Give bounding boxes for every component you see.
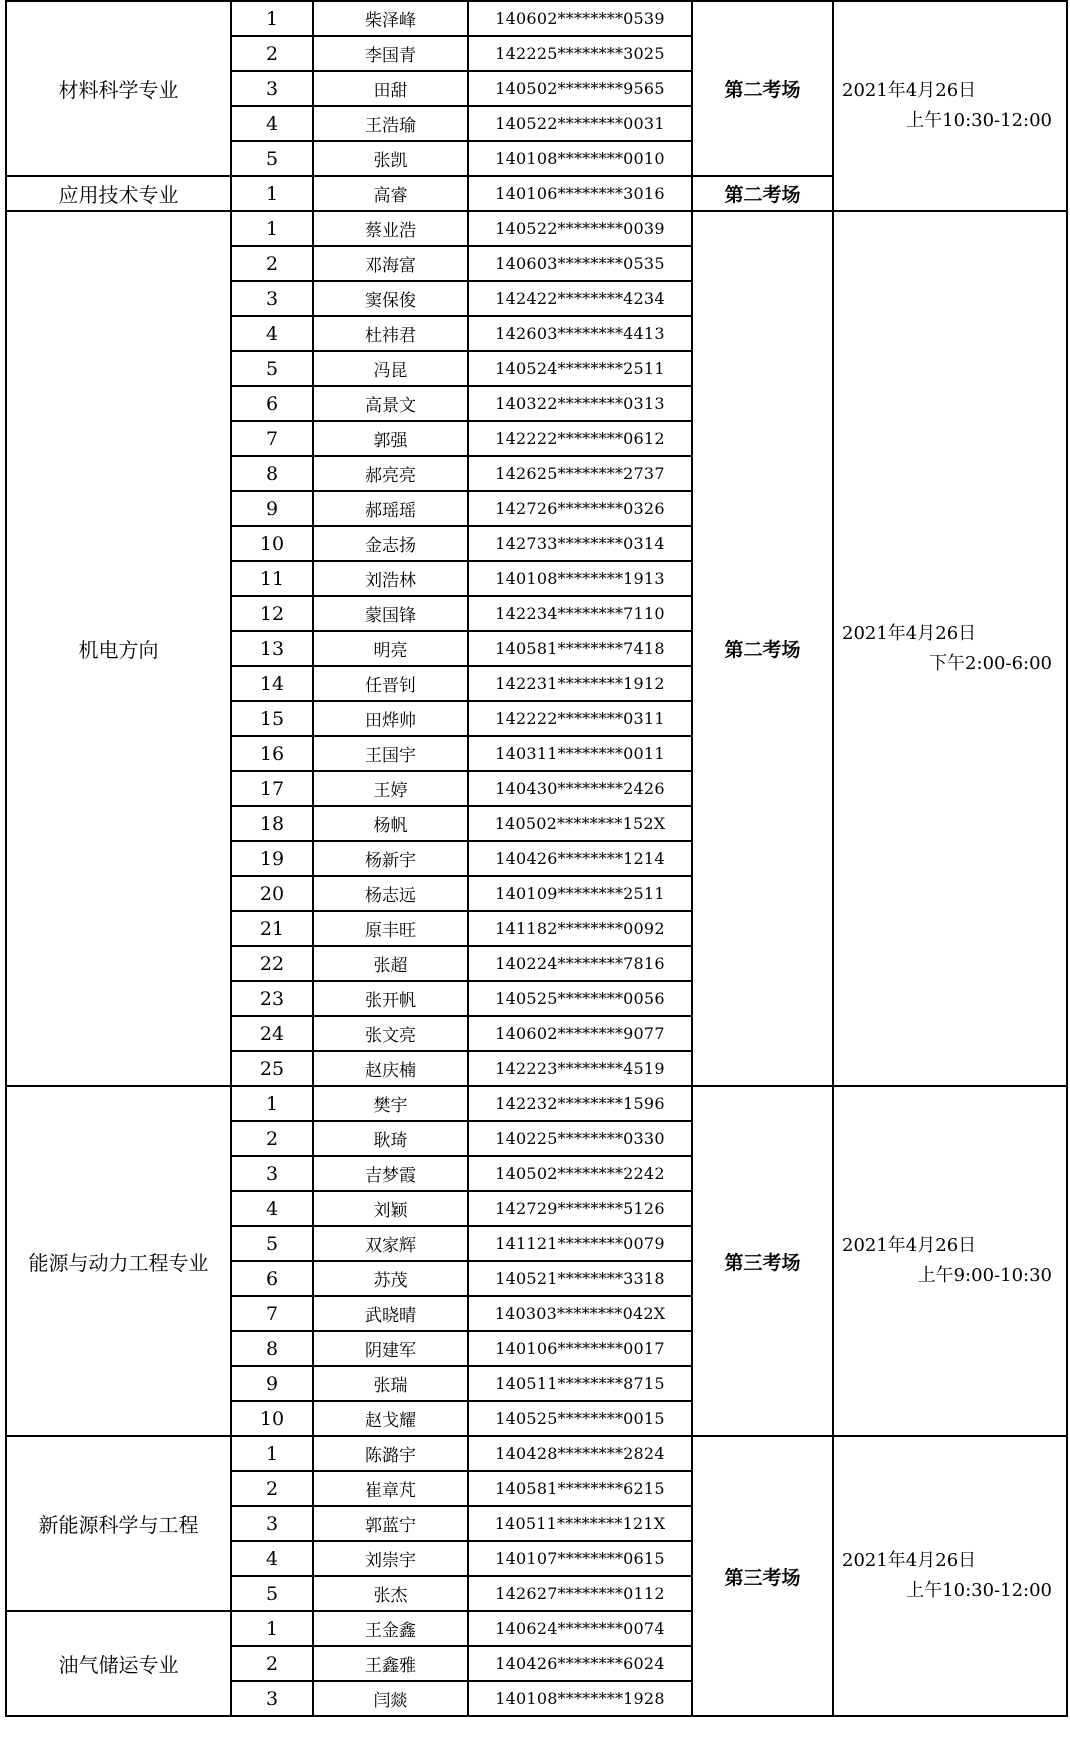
student-name-cell: 郝瑶瑶 [313,491,468,526]
seq-number-cell: 5 [231,1576,313,1611]
seq-number-cell: 5 [231,141,313,176]
id-number-cell: 140525********0056 [468,981,692,1016]
id-number-cell: 142232********1596 [468,1086,692,1121]
id-number-cell: 140502********9565 [468,71,692,106]
id-number-cell: 142603********4413 [468,316,692,351]
id-number-cell: 142225********3025 [468,36,692,71]
seq-number-cell: 7 [231,421,313,456]
seq-number-cell: 2 [231,246,313,281]
student-name-cell: 杨志远 [313,876,468,911]
student-name-cell: 崔章芃 [313,1471,468,1506]
exam-time-range: 上午10:30-12:00 [906,1580,1052,1601]
seq-number-cell: 9 [231,1366,313,1401]
student-name-cell: 王国宇 [313,736,468,771]
student-name-cell: 李国青 [313,36,468,71]
student-name-cell: 杨帆 [313,806,468,841]
student-name-cell: 王鑫雅 [313,1646,468,1681]
seq-number-cell: 5 [231,1226,313,1261]
exam-time-range: 上午10:30-12:00 [906,110,1052,131]
exam-date: 2021年4月26日 [842,622,977,644]
seq-number-cell: 1 [231,211,313,246]
id-number-cell: 140428********2824 [468,1436,692,1471]
seq-number-cell: 2 [231,1646,313,1681]
id-number-cell: 140108********0010 [468,141,692,176]
id-number-cell: 140430********2426 [468,771,692,806]
seq-number-cell: 2 [231,1121,313,1156]
seq-number-cell: 9 [231,491,313,526]
id-number-cell: 140108********1913 [468,561,692,596]
id-number-cell: 142627********0112 [468,1576,692,1611]
seq-number-cell: 3 [231,1681,313,1716]
student-name-cell: 田甜 [313,71,468,106]
student-name-cell: 武晓晴 [313,1296,468,1331]
id-number-cell: 140602********0539 [468,1,692,36]
seq-number-cell: 4 [231,316,313,351]
student-name-cell: 原丰旺 [313,911,468,946]
student-name-cell: 蒙国锋 [313,596,468,631]
student-name-cell: 闫燚 [313,1681,468,1716]
student-name-cell: 刘颖 [313,1191,468,1226]
id-number-cell: 140521********3318 [468,1261,692,1296]
id-number-cell: 142222********0311 [468,701,692,736]
id-number-cell: 140106********3016 [468,176,692,211]
student-name-cell: 张文亮 [313,1016,468,1051]
id-number-cell: 140426********1214 [468,841,692,876]
id-number-cell: 142223********4519 [468,1051,692,1086]
id-number-cell: 140107********0615 [468,1541,692,1576]
table-row [6,1086,1067,1121]
id-number-cell: 140581********6215 [468,1471,692,1506]
student-name-cell: 赵庆楠 [313,1051,468,1086]
student-name-cell: 杜祎君 [313,316,468,351]
seq-number-cell: 15 [231,701,313,736]
seq-number-cell: 1 [231,1086,313,1121]
id-number-cell: 140322********0313 [468,386,692,421]
exam-date: 2021年4月26日 [842,80,977,101]
student-name-cell: 张开帆 [313,981,468,1016]
seq-number-cell: 3 [231,71,313,106]
student-name-cell: 高景文 [313,386,468,421]
student-name-cell: 张杰 [313,1576,468,1611]
seq-number-cell: 13 [231,631,313,666]
id-number-cell: 140624********0074 [468,1611,692,1646]
student-name-cell: 窦保俊 [313,281,468,316]
exam-room-cell: 第二考场 [692,211,833,1086]
id-number-cell: 140106********0017 [468,1331,692,1366]
id-number-cell: 141121********0079 [468,1226,692,1261]
student-name-cell: 郝亮亮 [313,456,468,491]
student-name-cell: 明亮 [313,631,468,666]
student-name-cell: 郭强 [313,421,468,456]
student-name-cell: 郭蓝宁 [313,1506,468,1541]
seq-number-cell: 8 [231,456,313,491]
student-name-cell: 张超 [313,946,468,981]
student-name-cell: 张瑞 [313,1366,468,1401]
seq-number-cell: 12 [231,596,313,631]
student-name-cell: 高睿 [313,176,468,211]
seq-number-cell: 3 [231,1506,313,1541]
student-name-cell: 蔡业浩 [313,211,468,246]
student-name-cell: 冯昆 [313,351,468,386]
seq-number-cell: 2 [231,36,313,71]
student-name-cell: 吉梦霞 [313,1156,468,1191]
seq-number-cell: 14 [231,666,313,701]
student-name-cell: 双家辉 [313,1226,468,1261]
table-row [6,1436,1067,1471]
student-name-cell: 王金鑫 [313,1611,468,1646]
exam-room-cell: 第二考场 [692,176,833,211]
id-number-cell: 140603********0535 [468,246,692,281]
id-number-cell: 140502********152X [468,806,692,841]
exam-room-cell: 第二考场 [692,1,833,176]
major-cell: 新能源科学与工程 [6,1436,231,1611]
id-number-cell: 142234********7110 [468,596,692,631]
seq-number-cell: 19 [231,841,313,876]
student-name-cell: 张凯 [313,141,468,176]
seq-number-cell: 4 [231,1191,313,1226]
exam-time-range: 上午9:00-10:30 [917,1265,1052,1286]
seq-number-cell: 7 [231,1296,313,1331]
student-name-cell: 阴建军 [313,1331,468,1366]
seq-number-cell: 1 [231,1611,313,1646]
seq-number-cell: 1 [231,176,313,211]
id-number-cell: 140303********042X [468,1296,692,1331]
seq-number-cell: 18 [231,806,313,841]
seq-number-cell: 24 [231,1016,313,1051]
student-name-cell: 赵戈耀 [313,1401,468,1436]
seq-number-cell: 6 [231,386,313,421]
seq-number-cell: 11 [231,561,313,596]
seq-number-cell: 3 [231,281,313,316]
student-name-cell: 陈潞宇 [313,1436,468,1471]
exam-time-cell [833,211,1067,1086]
id-number-cell: 140426********6024 [468,1646,692,1681]
id-number-cell: 141182********0092 [468,911,692,946]
exam-time-range: 下午2:00-6:00 [929,652,1052,674]
major-cell: 油气储运专业 [6,1611,231,1716]
id-number-cell: 140602********9077 [468,1016,692,1051]
id-number-cell: 142422********4234 [468,281,692,316]
id-number-cell: 142231********1912 [468,666,692,701]
exam-room-cell: 第三考场 [692,1436,833,1716]
exam-time-cell [833,1,1067,211]
student-name-cell: 刘崇宇 [313,1541,468,1576]
seq-number-cell: 1 [231,1436,313,1471]
seq-number-cell: 8 [231,1331,313,1366]
seq-number-cell: 4 [231,106,313,141]
exam-time-cell [833,1086,1067,1436]
student-name-cell: 任晋钊 [313,666,468,701]
id-number-cell: 140522********0039 [468,211,692,246]
major-cell: 材料科学专业 [6,1,231,176]
id-number-cell: 140511********121X [468,1506,692,1541]
id-number-cell: 142726********0326 [468,491,692,526]
id-number-cell: 140311********0011 [468,736,692,771]
student-name-cell: 刘浩林 [313,561,468,596]
student-name-cell: 田烨帅 [313,701,468,736]
id-number-cell: 142625********2737 [468,456,692,491]
seq-number-cell: 6 [231,1261,313,1296]
id-number-cell: 140522********0031 [468,106,692,141]
id-number-cell: 140581********7418 [468,631,692,666]
table-row [6,211,1067,246]
id-number-cell: 142733********0314 [468,526,692,561]
exam-date: 2021年4月26日 [842,1235,977,1256]
student-name-cell: 王浩瑜 [313,106,468,141]
seq-number-cell: 20 [231,876,313,911]
seq-number-cell: 17 [231,771,313,806]
seq-number-cell: 1 [231,1,313,36]
id-number-cell: 140109********2511 [468,876,692,911]
exam-time-cell [833,1436,1067,1716]
seq-number-cell: 21 [231,911,313,946]
seq-number-cell: 4 [231,1541,313,1576]
student-name-cell: 樊宇 [313,1086,468,1121]
seq-number-cell: 10 [231,1401,313,1436]
id-number-cell: 140525********0015 [468,1401,692,1436]
student-name-cell: 耿琦 [313,1121,468,1156]
exam-date: 2021年4月26日 [842,1550,977,1571]
student-name-cell: 邓海富 [313,246,468,281]
table-row [6,1,1067,36]
student-name-cell: 杨新宇 [313,841,468,876]
student-name-cell: 柴泽峰 [313,1,468,36]
student-name-cell: 苏茂 [313,1261,468,1296]
exam-schedule-body [6,1,1067,1716]
id-number-cell: 142222********0612 [468,421,692,456]
seq-number-cell: 16 [231,736,313,771]
major-cell: 应用技术专业 [6,176,231,211]
seq-number-cell: 5 [231,351,313,386]
id-number-cell: 140108********1928 [468,1681,692,1716]
major-cell: 能源与动力工程专业 [6,1086,231,1436]
student-name-cell: 金志扬 [313,526,468,561]
seq-number-cell: 10 [231,526,313,561]
student-name-cell: 王婷 [313,771,468,806]
id-number-cell: 140511********8715 [468,1366,692,1401]
seq-number-cell: 3 [231,1156,313,1191]
seq-number-cell: 23 [231,981,313,1016]
id-number-cell: 140502********2242 [468,1156,692,1191]
exam-room-cell: 第三考场 [692,1086,833,1436]
seq-number-cell: 2 [231,1471,313,1506]
id-number-cell: 140524********2511 [468,351,692,386]
seq-number-cell: 22 [231,946,313,981]
seq-number-cell: 25 [231,1051,313,1086]
id-number-cell: 140224********7816 [468,946,692,981]
id-number-cell: 140225********0330 [468,1121,692,1156]
id-number-cell: 142729********5126 [468,1191,692,1226]
major-cell: 机电方向 [6,211,231,1086]
exam-schedule-table [5,0,1068,1717]
